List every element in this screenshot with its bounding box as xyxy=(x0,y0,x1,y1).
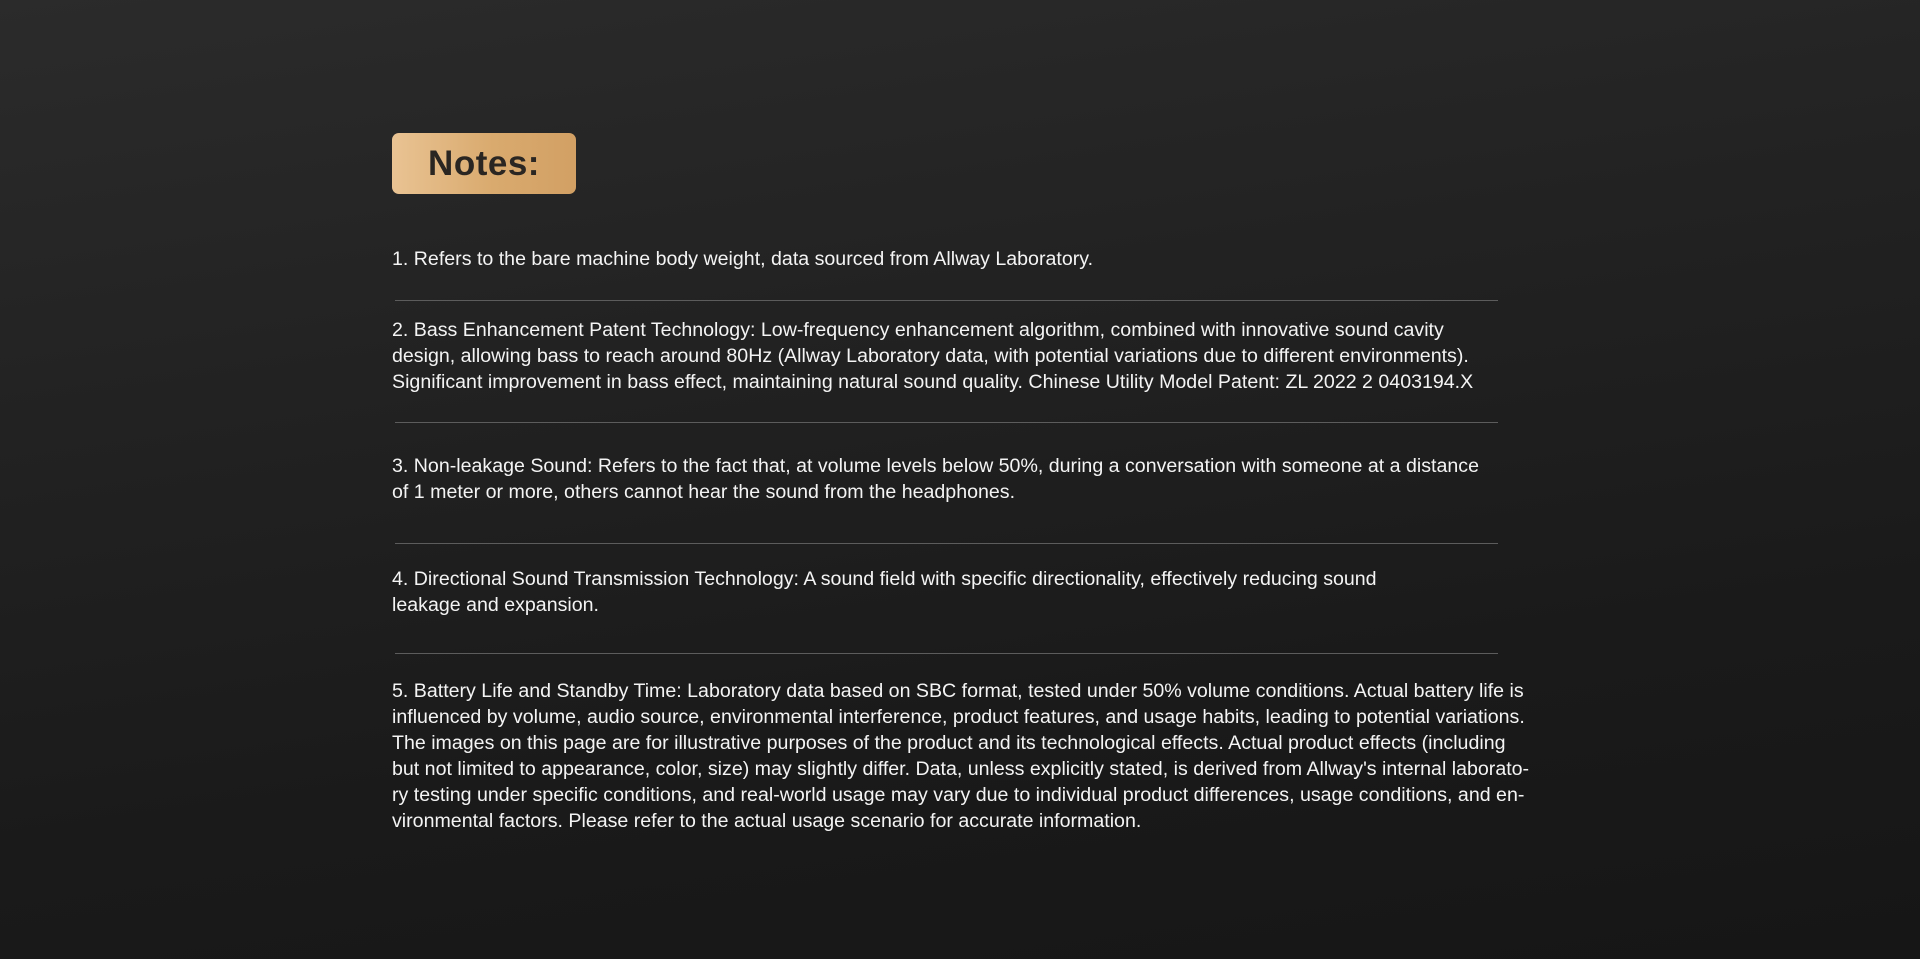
note-line: 4. Directional Sound Transmission Technology: A sound field with specific directionality, effectively reducing sound xyxy=(392,568,1377,590)
note-line: influenced by volume, audio source, environmental interference, product features, and usage habits, leading to potential variations. xyxy=(392,706,1525,728)
note-line: leakage and expansion. xyxy=(392,594,599,616)
note-line: Significant improvement in bass effect, maintaining natural sound quality. Chinese Utility Model Patent: ZL 2022 2 0403194.X xyxy=(392,371,1474,393)
note-item-1 xyxy=(392,246,1542,272)
note-item-5 xyxy=(392,678,1542,834)
note-line: The images on this page are for illustrative purposes of the product and its technological effects. Actual product effects (including xyxy=(392,732,1506,754)
note-line: 2. Bass Enhancement Patent Technology: Low-frequency enhancement algorithm, combined with innovative sound cavity xyxy=(392,319,1444,341)
note-item-3 xyxy=(392,453,1542,505)
notes-title-badge: Notes: xyxy=(392,133,576,194)
note-line: 1. Refers to the bare machine body weight, data sourced from Allway Laboratory. xyxy=(392,248,1094,270)
note-line: 5. Battery Life and Standby Time: Laboratory data based on SBC format, tested under 50% volume conditions. Actual battery life is xyxy=(392,680,1524,702)
note-line: 3. Non-leakage Sound: Refers to the fact that, at volume levels below 50%, during a conversation with someone at a distance xyxy=(392,455,1479,477)
note-line: vironmental factors. Please refer to the actual usage scenario for accurate information. xyxy=(392,810,1142,832)
notes-list xyxy=(392,246,1542,834)
note-item-2 xyxy=(392,317,1542,395)
note-line: ry testing under specific conditions, and real-world usage may vary due to individual product differences, usage conditions, and en- xyxy=(392,784,1525,806)
divider xyxy=(395,543,1498,544)
divider xyxy=(395,422,1498,423)
note-line: but not limited to appearance, color, size) may slightly differ. Data, unless explicitly stated, is derived from Allway's internal laborato- xyxy=(392,758,1530,780)
note-item-4 xyxy=(392,566,1542,618)
divider xyxy=(395,300,1498,301)
notes-section xyxy=(392,133,1542,834)
note-line: of 1 meter or more, others cannot hear the sound from the headphones. xyxy=(392,481,1016,503)
divider xyxy=(395,653,1498,654)
note-line: design, allowing bass to reach around 80Hz (Allway Laboratory data, with potential variations due to different environments). xyxy=(392,345,1469,367)
